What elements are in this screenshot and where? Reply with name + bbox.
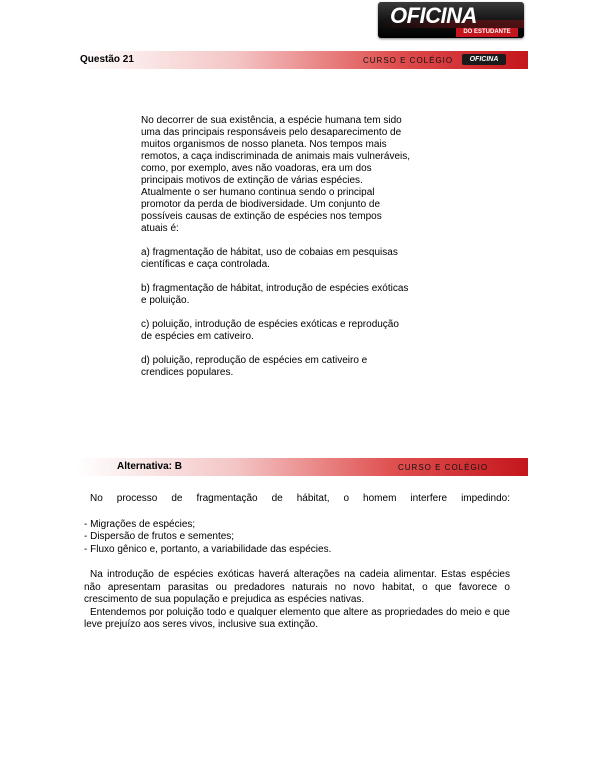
answer-item: - Fluxo gênico e, portanto, a variabilidade das espécies. bbox=[84, 543, 332, 555]
question-label: Questão 21 bbox=[80, 54, 134, 65]
option-b: b) fragmentação de hábitat, introdução de espécies exóticas e poluição. bbox=[141, 283, 409, 306]
answer-header-bar bbox=[76, 458, 528, 476]
answer-item: - Migrações de espécies; bbox=[84, 518, 196, 530]
logo-main-text: OFICINA bbox=[390, 3, 477, 28]
question-header-bar bbox=[76, 51, 528, 69]
answer-course-label: CURSO E COLÉGIO bbox=[398, 463, 489, 472]
option-c: c) poluição, introdução de espécies exóticas e reprodução de espécies em cativeiro. bbox=[141, 319, 399, 342]
option-d: d) poluição, reprodução de espécies em cativeiro e crendices populares. bbox=[141, 355, 368, 378]
mini-oficina-logo: OFICINA bbox=[462, 54, 506, 65]
question-body bbox=[141, 115, 411, 391]
logo-sub-text: DO ESTUDANTE bbox=[456, 28, 518, 37]
course-label: CURSO E COLÉGIO bbox=[363, 56, 454, 65]
answer-label: Alternativa: B bbox=[117, 461, 183, 472]
answer-paragraph-1: Na introdução de espécies exóticas haverá alterações na cadeia alimentar. Estas espécies não apresentam parasitas ou predadores naturais no novo habitat, o que favorece o crescimento de sua população e prejudica as espécies nativas. bbox=[84, 569, 510, 605]
question-stem: No decorrer de sua existência, a espécie humana tem sido uma das principais responsáveis pelo desaparecimento de muitos organismos de nosso planeta. Nos tempos mais remotos, a caça indiscriminada de animais mais vulneráveis, como, por exemplo, aves não voadoras, era um dos principais motivos de extinção de várias espécies. Atualmente o ser humano continua sendo o principal promotor da perda de biodiversidade. Um conjunto de possíveis causas de extinção de espécies nos tempos atuais é: bbox=[141, 115, 411, 234]
oficina-logo bbox=[378, 2, 524, 38]
answer-body bbox=[84, 493, 510, 632]
answer-item: - Dispersão de frutos e sementes; bbox=[84, 531, 235, 542]
answer-paragraph-2: Entendemos por poluição todo e qualquer elemento que altere as propriedades do meio e que leve prejuízo aos seres vivos, inclusive sua extinção. bbox=[84, 606, 510, 630]
option-a: a) fragmentação de hábitat, uso de cobaias em pesquisas científicas e caça controlada. bbox=[141, 247, 398, 270]
answer-intro: No processo de fragmentação de hábitat, o homem interfere impedindo: bbox=[90, 493, 510, 504]
